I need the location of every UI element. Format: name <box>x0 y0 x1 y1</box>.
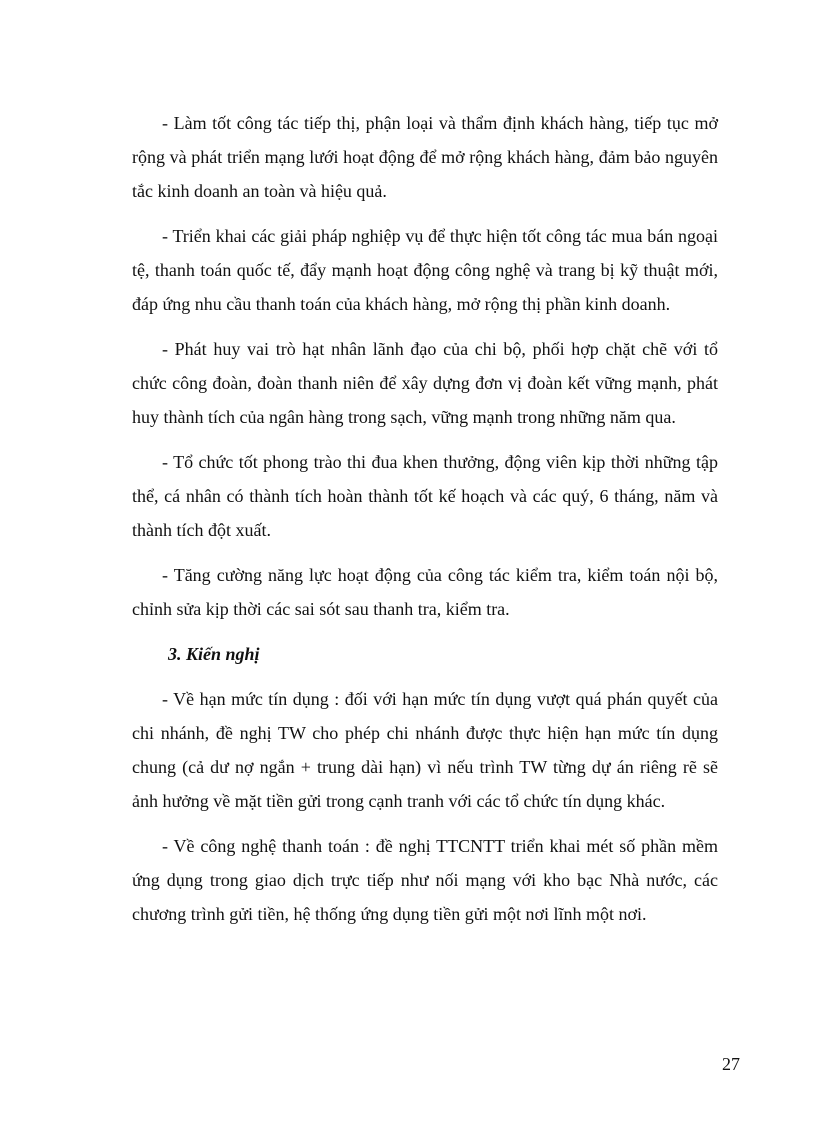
paragraph-party-cell: - Phát huy vai trò hạt nhân lãnh đạo của chi bộ, phối hợp chặt chẽ với tổ chức công đoàn, đoàn thanh niên để xây dựng đơn vị đoàn kết vững mạnh, phát huy thành tích của ngân hàng trong sạch, vững mạnh trong những năm qua. <box>132 339 718 427</box>
paragraph-internal-audit: - Tăng cường năng lực hoạt động của công tác kiểm tra, kiểm toán nội bộ, chỉnh sửa kịp thời các sai sót sau thanh tra, kiểm tra. <box>132 565 718 619</box>
paragraph-marketing: - Làm tốt công tác tiếp thị, phận loại và thẩm định khách hàng, tiếp tục mở rộng và phát triển mạng lưới hoạt động để mở rộng khách hàng, đảm bảo nguyên tắc kinh doanh an toàn và hiệu quả. <box>132 113 718 201</box>
paragraph-emulation: - Tổ chức tốt phong trào thi đua khen thưởng, động viên kịp thời những tập thể, cá nhân có thành tích hoàn thành tốt kế hoạch và các quý, 6 tháng, năm và thành tích đột xuất. <box>132 452 718 540</box>
section-heading: 3. Kiến nghị <box>168 644 260 664</box>
paragraph-foreign-exchange: - Triển khai các giải pháp nghiệp vụ để thực hiện tốt công tác mua bán ngoại tệ, thanh toán quốc tế, đẩy mạnh hoạt động công nghệ và trang bị kỹ thuật mới, đáp ứng nhu cầu thanh toán của khách hàng, mở rộng thị phần kinh doanh. <box>132 226 718 314</box>
paragraph-payment-technology: - Về công nghệ thanh toán : đề nghị TTCNTT triển khai mét số phần mềm ứng dụng trong giao dịch trực tiếp như nối mạng với kho bạc Nhà nước, các chương trình gửi tiền, hệ thống ứng dụng tiền gửi một nơi lĩnh một nơi. <box>132 836 718 924</box>
page-number: 27 <box>722 1054 740 1074</box>
page-content <box>132 106 718 942</box>
paragraph-credit-limit: - Về hạn mức tín dụng : đối với hạn mức tín dụng vượt quá phán quyết của chi nhánh, đề nghị TW cho phép chi nhánh được thực hiện hạn mức tín dụng chung (cả dư nợ ngắn + trung dài hạn) vì nếu trình TW từng dự án riêng rẽ sẽ ảnh hưởng về mặt tiền gửi trong cạnh tranh với các tổ chức tín dụng khác. <box>132 689 718 811</box>
